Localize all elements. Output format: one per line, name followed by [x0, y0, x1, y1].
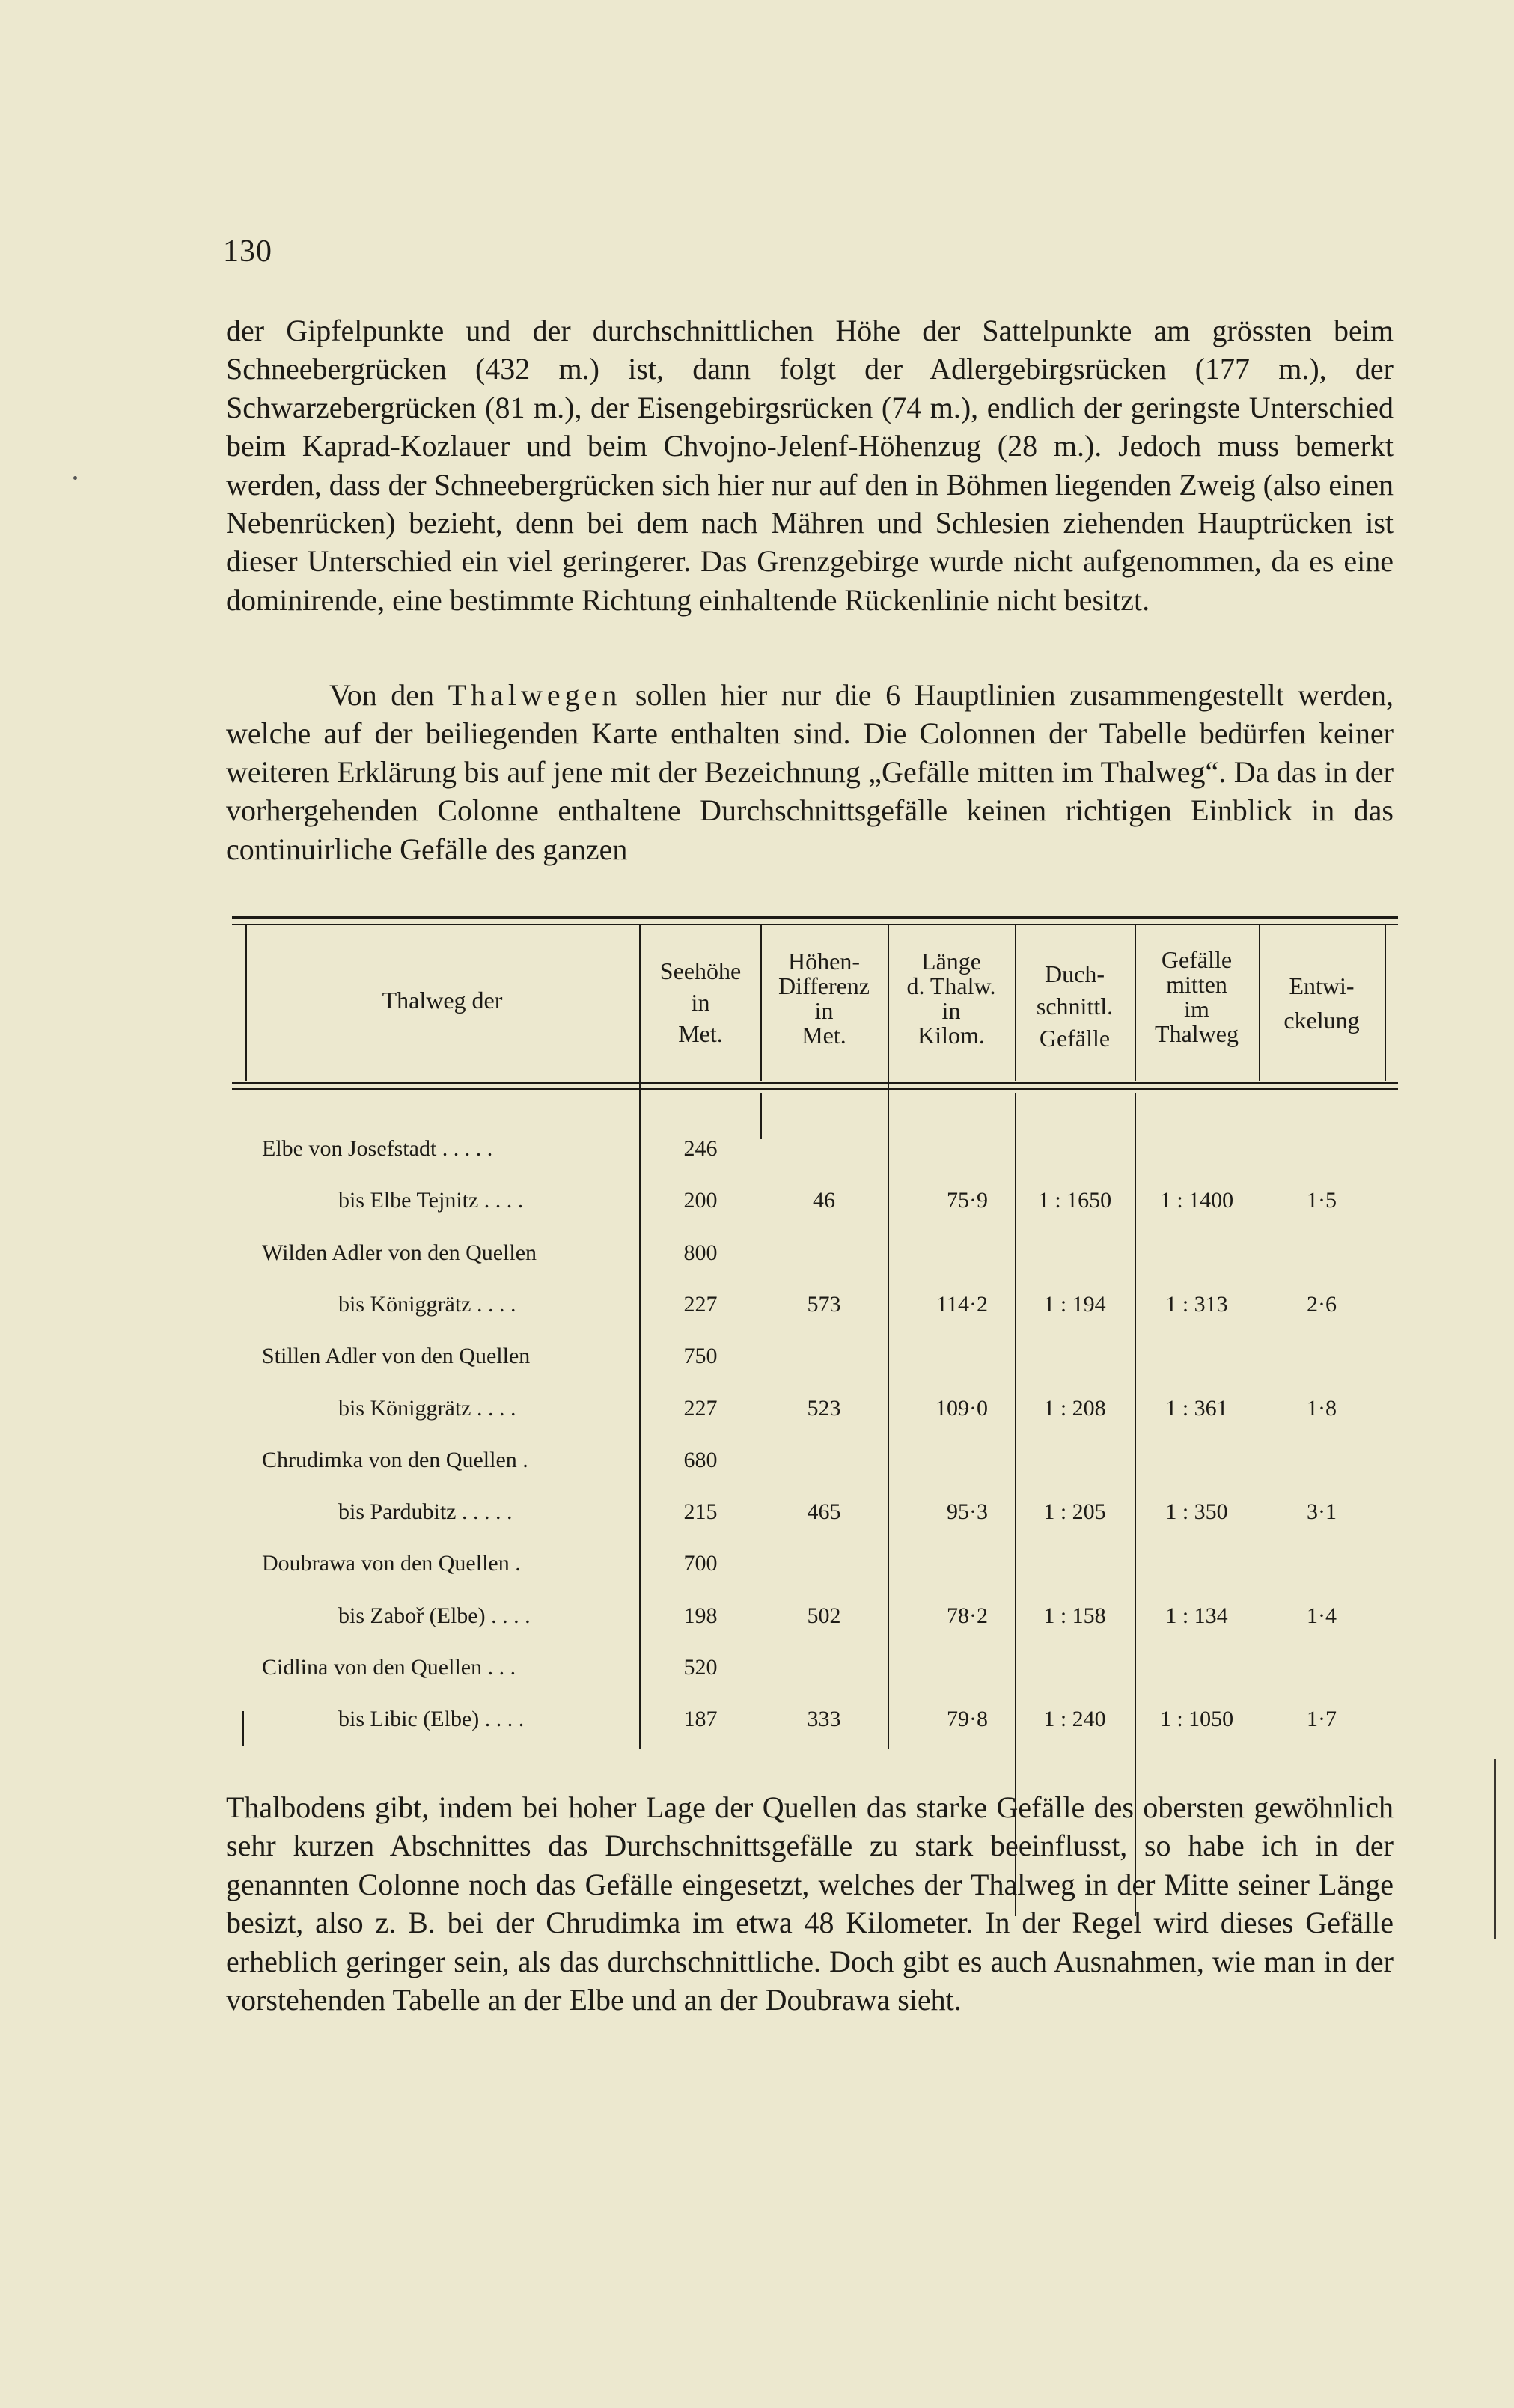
header-laenge-line-4: Kilom. [918, 1022, 985, 1049]
header-seehoehe-line-1: Seehöhe [659, 957, 742, 984]
header-seehoehe-line-2: in [691, 989, 710, 1016]
col-line-2b [760, 1093, 762, 1139]
cell-entwickelung: 1·8 [1307, 1396, 1337, 1421]
page-number: 130 [223, 234, 272, 269]
cell-gefaelle-mitten: 1 : 1050 [1159, 1707, 1234, 1731]
row-label: bis Königgrätz . . . . [338, 1396, 516, 1421]
header-gefaelle-line-4: Thalweg [1155, 1020, 1239, 1047]
cell-entwickelung: 2·6 [1307, 1292, 1337, 1317]
header-seehoehe-line-3: Met. [678, 1020, 723, 1047]
header-durchschn-line-1: Duch- [1045, 960, 1105, 987]
cell-hoehendiff: 46 [813, 1188, 835, 1213]
header-gefaelle-line-2: mitten [1166, 971, 1227, 998]
cell-seehoehe: 680 [683, 1448, 718, 1472]
row-label: Stillen Adler von den Quellen [262, 1344, 531, 1368]
cell-seehoehe: 200 [683, 1188, 718, 1213]
cell-seehoehe: 750 [683, 1344, 718, 1368]
header-gefaelle-line-3: im [1184, 996, 1209, 1022]
header-durchschn-line-3: Gefälle [1039, 1025, 1111, 1052]
cell-hoehendiff: 502 [807, 1603, 841, 1628]
table-top-rule [232, 916, 1398, 919]
row-label: Wilden Adler von den Quellen [262, 1240, 537, 1265]
row-label: bis Königgrätz . . . . [338, 1292, 516, 1317]
row-label: bis Pardubitz . . . . . [338, 1499, 513, 1524]
cell-seehoehe: 187 [683, 1707, 718, 1731]
cell-gefaelle-mitten: 1 : 361 [1165, 1396, 1228, 1421]
page-edge-mark [1494, 1759, 1496, 1939]
cell-laenge: 95·3 [947, 1499, 988, 1524]
paragraph-3: Thalbodens gibt, indem bei hoher Lage der Quellen das starke Gefälle des obersten gewöhnlich sehr kurzen Abschnittes das Durchschnittsgefälle zu stark beeinflusst, so habe ich in der genannten Colonne noch das Gefälle eingesetzt, welches der Thalweg in der Mitte seiner Länge besizt, also z. B. bei der Chrudimka im etwa 48 Kilometer. In der Regel wird dieses Gefälle erheblich geringer sein, als das durchschnittliche. Doch gibt es auch Ausnahmen, wie man in der vorstehenden Tabelle an der Elbe und an der Doubrawa sieht. [226, 1790, 1394, 2017]
header-gefaelle-mitten [1136, 948, 1257, 1046]
cell-gefaelle-mitten: 1 : 313 [1165, 1292, 1228, 1317]
header-laenge-line-1: Länge [921, 948, 981, 975]
cell-laenge: 109·0 [935, 1396, 988, 1421]
header-hoehendiff-line-1: Höhen- [788, 948, 860, 975]
paragraph-1: der Gipfelpunkte und der durchschnittlichen Höhe der Sattelpunkte am grössten beim Schneebergrücken (432 m.) ist, dann folgt der Adlergebirgsrücken (177 m.), der Schwarzebergrücken (81 m.), der Eisengebirgsrücken (74 m.), endlich der geringste Unterschied beim Kaprad-Kozlauer und beim Chvojno-Jelenf-Höhenzug (28 m.). Jedoch muss bemerkt werden, dass der Schneebergrücken sich hier nur auf den in Böhmen liegenden Zweig (also einen Nebenrücken) bezieht, denn bei dem nach Mähren und Schlesien ziehenden Hauptrücken ist dieser Unterschied ein viel geringerer. Das Grenzgebirge wurde nicht aufgenommen, da es eine dominirende, eine bestimmte Richtung einhaltende Rückenlinie nicht besitzt. [226, 314, 1394, 617]
paragraph-2-rest: sollen hier nur die 6 Hauptlinien zusammengestellt werden, welche auf der beiliegenden Karte enthalten sind. Die Colonnen der Tabelle bedürfen keiner weiteren Erklärung bis auf jene mit der Bezeichnung „Gefälle mitten im Thalweg“. Da das in der vorhergehenden Colonne enthaltene Durchschnittsgefälle keinen richtigen Einblick in das continuirliche Gefälle des ganzen [226, 678, 1394, 866]
table-left-mark [242, 1711, 244, 1746]
row-label: Elbe von Josefstadt . . . . . [262, 1136, 493, 1161]
col-line-7 [1385, 925, 1386, 1081]
cell-hoehendiff: 465 [807, 1499, 841, 1524]
cell-hoehendiff: 523 [807, 1396, 841, 1421]
cell-entwickelung: 1·7 [1307, 1707, 1337, 1731]
header-hoehendiff-line-4: Met. [802, 1022, 846, 1049]
header-durchschn [1016, 958, 1133, 1055]
paragraph-2-start: Von den [329, 678, 435, 712]
cell-hoehendiff: 573 [807, 1292, 841, 1317]
paragraph-2-emphasis: Thalwegen [448, 678, 622, 712]
cell-laenge: 114·2 [936, 1292, 988, 1317]
cell-seehoehe: 227 [683, 1292, 718, 1317]
cell-hoehendiff: 333 [807, 1707, 841, 1731]
header-hoehendiff-line-3: in [814, 997, 834, 1024]
cell-durchschn: 1 : 205 [1043, 1499, 1106, 1524]
header-entwickelung-line-2: ckelung [1283, 1007, 1360, 1034]
header-hoehendiff-line-2: Differenz [778, 972, 870, 999]
header-rule-2 [232, 1088, 1398, 1090]
cell-gefaelle-mitten: 1 : 1400 [1159, 1188, 1234, 1213]
row-label: Chrudimka von den Quellen . [262, 1448, 528, 1472]
page-speck [73, 476, 77, 480]
row-label: Doubrawa von den Quellen . [262, 1551, 521, 1576]
row-label: bis Libic (Elbe) . . . . [338, 1707, 525, 1731]
cell-durchschn: 1 : 194 [1043, 1292, 1106, 1317]
header-laenge [889, 949, 1013, 1048]
header-seehoehe [642, 955, 759, 1049]
cell-laenge: 78·2 [947, 1603, 988, 1628]
col-line-1 [639, 925, 641, 1749]
paragraph-2 [226, 676, 1394, 868]
cell-gefaelle-mitten: 1 : 350 [1165, 1499, 1228, 1524]
row-label: bis Elbe Tejnitz . . . . [338, 1188, 524, 1213]
header-rule [232, 1082, 1398, 1084]
header-thalweg: Thalweg der [382, 987, 503, 1014]
cell-durchschn: 1 : 208 [1043, 1396, 1106, 1421]
header-entwickelung [1260, 969, 1383, 1037]
cell-laenge: 79·8 [947, 1707, 988, 1731]
cell-entwickelung: 3·1 [1307, 1499, 1337, 1524]
row-label: Cidlina von den Quellen . . . [262, 1655, 516, 1680]
cell-seehoehe: 198 [683, 1603, 718, 1628]
cell-seehoehe: 246 [683, 1136, 718, 1161]
header-hoehendiff [762, 949, 886, 1048]
cell-seehoehe: 215 [683, 1499, 718, 1524]
cell-seehoehe: 227 [683, 1396, 718, 1421]
header-entwickelung-line-1: Entwi- [1289, 972, 1355, 999]
cell-entwickelung: 1·5 [1307, 1188, 1337, 1213]
thalweg-table [232, 916, 1398, 1749]
header-durchschn-line-2: schnittl. [1036, 993, 1114, 1019]
cell-seehoehe: 700 [683, 1551, 718, 1576]
header-laenge-line-2: d. Thalw. [906, 972, 996, 999]
cell-durchschn: 1 : 1650 [1037, 1188, 1112, 1213]
cell-laenge: 75·9 [947, 1188, 988, 1213]
row-label: bis Zaboř (Elbe) . . . . [338, 1603, 531, 1628]
cell-durchschn: 1 : 240 [1043, 1707, 1106, 1731]
cell-seehoehe: 520 [683, 1655, 718, 1680]
cell-seehoehe: 800 [683, 1240, 718, 1265]
header-gefaelle-line-1: Gefälle [1161, 946, 1233, 973]
cell-durchschn: 1 : 158 [1043, 1603, 1106, 1628]
header-laenge-line-3: in [941, 997, 961, 1024]
cell-gefaelle-mitten: 1 : 134 [1165, 1603, 1228, 1628]
table-top-rule-thin [232, 924, 1398, 925]
cell-entwickelung: 1·4 [1307, 1603, 1337, 1628]
